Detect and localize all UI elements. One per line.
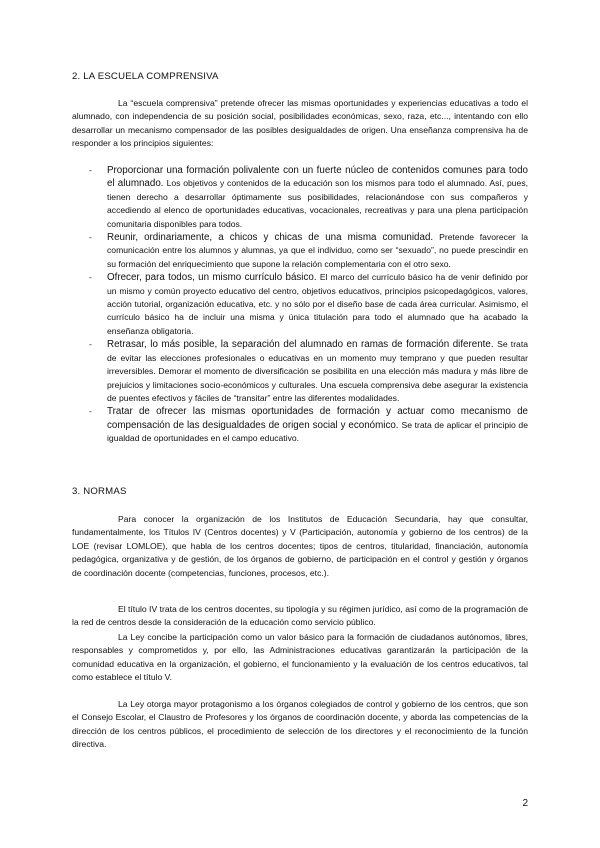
page-number: 2 [522, 798, 528, 809]
principle-lead: Proporcionar una formación polivalente con un fuerte núcleo de contenidos comunes para todo el alumnado. [107, 165, 528, 190]
bullet-dash: - [89, 272, 92, 283]
principle-text: Pretende favorecer la comunicación entre los alumnos y alumnas, ya que el individuo, como ser “sexuado”, no puede prescindir en su formación del enriquecimiento que supone la relación complementaria con el otro sexo. [107, 232, 528, 269]
principle-lead: Reunir, ordinariamente, a chicos y chicas de una misma comunidad. [107, 232, 440, 244]
principle-text: Se trata de evitar las elecciones profesionales o educativas en un momento muy temprano y que pueden resultar irreversibles. Demorar el momento de diversificación se posibilita en una elección más madura y más libre de prejuicios y limitaciones socio-económicos y culturales. Una escuela comprensiva debe asegurar la existencia de puentes efectivos y fáciles de “transitar” entre las diferentes modalidades. [107, 339, 528, 403]
principle-text: El marco del currículo básico ha de venir definido por un mismo y común proyecto educativo del centro, objetivos educativos, principios psicopedagógicos, valores, acción tutorial, organización educativa, etc. y no sólo por el diseño base de cada área curricular. Asimismo, el currículo básico ha de incluir una misma y única titulación para todo el alumnado que ha acabado la enseñanza obligatoria. [107, 272, 528, 336]
section-3-paragraph: La Ley otorga mayor protagonismo a los órganos colegiados de control y gobierno de los centros, que son el Consejo Escolar, el Claustro de Profesores y los órganos de coordinación docente, y aborda las competencias de la dirección de los centros públicos, el procedimiento de selección de los directores y el reconocimiento de la función directiva. [72, 699, 528, 750]
principle-item [72, 271, 528, 338]
principle-item [72, 164, 528, 231]
bullet-dash: - [89, 339, 92, 350]
bullet-dash: - [89, 406, 92, 417]
bullet-dash: - [89, 165, 92, 175]
principle-item [72, 405, 528, 445]
principle-text: Se trata de aplicar el principio de igualdad de oportunidades en el campo educativo. [107, 419, 528, 444]
section-3-paragraph: La Ley concibe la participación como un valor básico para la formación de ciudadanos autónomos, libres, responsables y comprometidos y, por ello, las Administraciones educativas garantizarán la participación de la comunidad educativa en la organización, el gobierno, el funcionamiento y la evaluación de los centros educativos, tal como establece el título V. [72, 632, 528, 683]
principles-list [72, 164, 528, 446]
principle-lead: Ofrecer, para todos, un mismo currículo básico. [107, 272, 320, 284]
principle-lead: Tratar de ofrecer las mismas oportunidades de formación y actuar como mecanismo de compensación de las desigualdades de origen social y económico. [107, 406, 528, 431]
section-2-intro: La “escuela comprensiva” pretende ofrecer las mismas oportunidades y experiencias educativas a todo el alumnado, con independencia de su posición social, posibilidades económicas, sexo, raza, etc..., intentando con ello desarrollar un mecanismo compensador de las posibles desigualdades de origen. Una enseñanza comprensiva ha de responder a los principios siguientes: [72, 98, 528, 149]
section-3-paragraph: El título IV trata de los centros docentes, su tipología y su régimen jurídico, así como de la programación de la red de centros desde la consideración de la educación como servicio público. [72, 604, 528, 628]
principle-item [72, 338, 528, 405]
bullet-dash: - [89, 232, 92, 243]
principle-text: Los objetivos y contenidos de la educación son los mismos para todo el alumnado. Así, pues, tienen derecho a desarrollar óptimamente sus posibilidades, relacionándose con sus compañeros y accediendo al elenco de oportunidades educativas, vocacionales, recreativas y para una plena participación comunitaria disponibles para todos. [107, 178, 529, 229]
section-3-paragraph: Para conocer la organización de los Institutos de Educación Secundaria, hay que consultar, fundamentalmente, los Títulos IV (Centros docentes) y V (Participación, autonomía y gobierno de los centros) de la LOE (revisar LOMLOE), que habla de los centros docentes; tipos de centros, titularidad, financiación, autonomía pedagógica, organizativa y de gestión, de los órganos de gobierno, de participación en el control y gestión y órganos de coordinación docente (competencias, funciones, procesos, etc.). [72, 514, 528, 578]
section-3-title: 3. NORMAS [72, 486, 127, 497]
section-2-title: 2. LA ESCUELA COMPRENSIVA [72, 71, 219, 82]
principle-item [72, 231, 528, 271]
principle-lead: Retrasar, lo más posible, la separación del alumnado en ramas de formación diferente. [107, 339, 498, 351]
